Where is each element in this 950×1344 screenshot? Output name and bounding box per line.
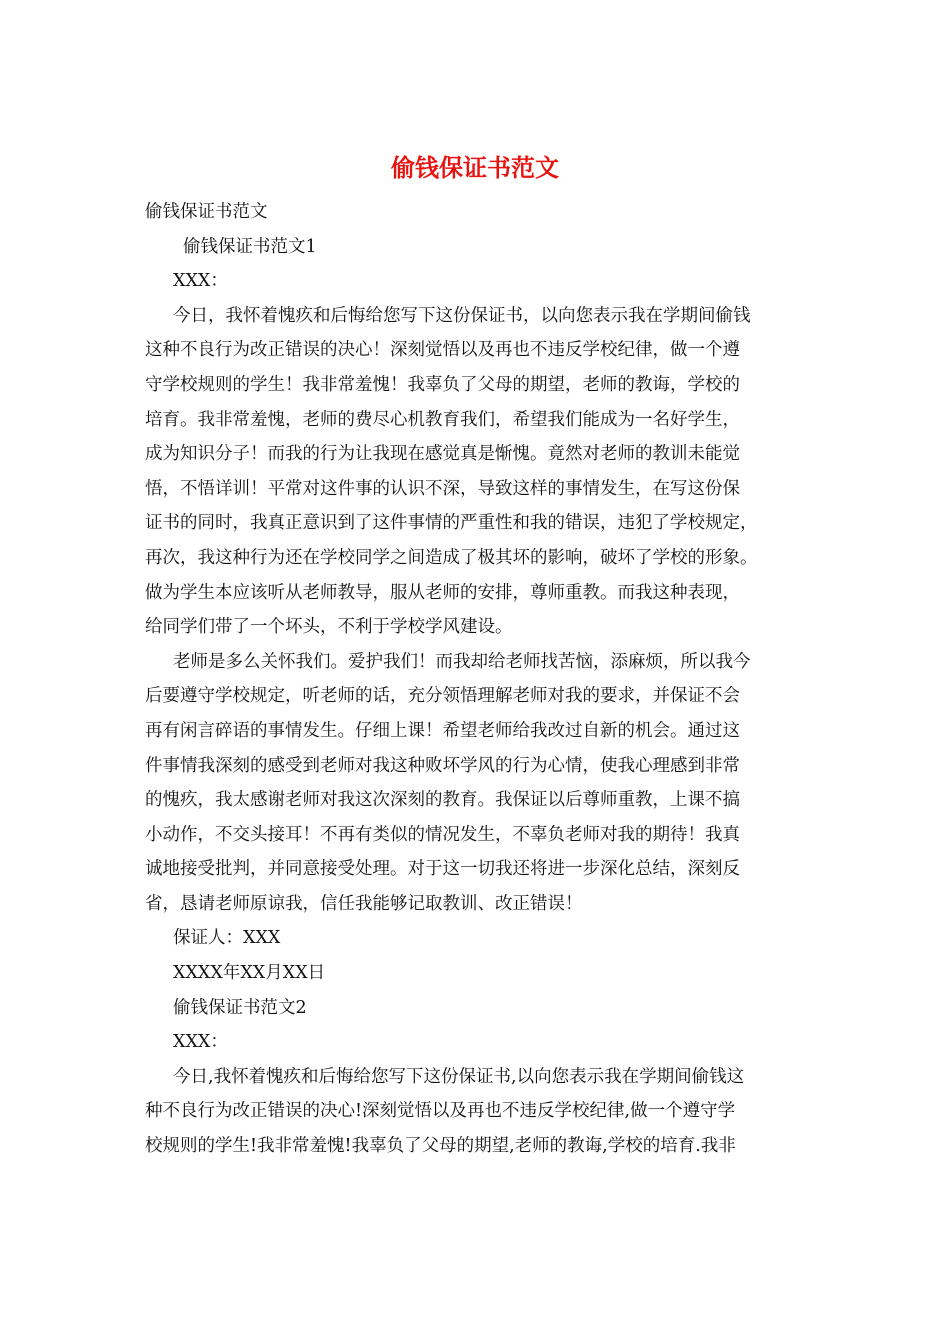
document-heading: 偷钱保证书范文 [145,202,268,222]
paragraph-line: 件事情我深刻的感受到老师对我这种败坏学风的行为心情，使我心理感到非常 [145,755,740,776]
paragraph-line: 悟，不悟详训！平常对这件事的认识不深，导致这样的事情发生，在写这份保 [145,478,740,499]
paragraph-line: 校规则的学生!我非常羞愧!我辜负了父母的期望,老师的教诲,学校的培育.我非 [145,1136,736,1157]
document-title: 偷钱保证书范文 [391,153,559,182]
section1-signer: 保证人：XXX [173,928,281,949]
section1-heading: 偷钱保证书范文1 [183,236,317,257]
section1-paragraph2 [145,645,805,922]
paragraph-line: 再有闲言碎语的事情发生。仔细上课！希望老师给我改过自新的机会。通过这 [145,720,740,741]
paragraph-line: 后要遵守学校规定，听老师的话，充分领悟理解老师对我的要求，并保证不会 [145,686,740,707]
paragraph-line: 培育。我非常羞愧，老师的费尽心机教育我们，希望我们能成为一名好学生， [145,409,740,430]
section2-heading: 偷钱保证书范文2 [173,997,307,1018]
paragraph-line: 给同学们带了一个坏头，不利于学校学风建设。 [145,617,513,638]
section1-paragraph1 [145,299,805,645]
paragraph-line: 今日,我怀着愧疚和后悔给您写下这份保证书,以向您表示我在学期间偷钱这 [173,1066,745,1087]
document-body [145,195,805,1164]
paragraph-line: 小动作，不交头接耳！不再有类似的情况发生，不辜负老师对我的期待！我真 [145,824,740,845]
paragraph-line: 这种不良行为改正错误的决心！深刻觉悟以及再也不违反学校纪律，做一个遵 [145,340,740,361]
paragraph-line: 诚地接受批判，并同意接受处理。对于这一切我还将进一步深化总结，深刻反 [145,859,740,880]
section2-salutation: XXX： [173,1032,228,1053]
paragraph-line: 做为学生本应该听从老师教导，服从老师的安排，尊师重教。而我这种表现， [145,582,740,603]
paragraph-line: 省，恳请老师原谅我，信任我能够记取教训、改正错误！ [145,893,583,914]
paragraph-line: 老师是多么关怀我们。爱护我们！而我却给老师找苦恼，添麻烦，所以我今 [173,651,751,672]
paragraph-line: 种不良行为改正错误的决心!深刻觉悟以及再也不违反学校纪律,做一个遵守学 [145,1101,736,1122]
section1-date: XXXX年XX月XX日 [173,963,326,984]
section2-paragraph1 [145,1060,805,1164]
paragraph-line: 成为知识分子！而我的行为让我现在感觉真是惭愧。竟然对老师的教训未能觉 [145,444,740,465]
paragraph-line: 的愧疚，我太感谢老师对我这次深刻的教育。我保证以后尊师重教，上课不搞 [145,790,740,811]
section1-salutation: XXX： [173,271,228,292]
paragraph-line: 证书的同时，我真正意识到了这件事情的严重性和我的错误，违犯了学校规定， [145,513,758,534]
paragraph-line: 守学校规则的学生！我非常羞愧！我辜负了父母的期望，老师的教诲，学校的 [145,374,740,395]
paragraph-line: 今日，我怀着愧疚和后悔给您写下这份保证书，以向您表示我在学期间偷钱 [173,305,751,326]
paragraph-line: 再次，我这种行为还在学校同学之间造成了极其坏的影响，破坏了学校的形象。 [145,547,758,568]
